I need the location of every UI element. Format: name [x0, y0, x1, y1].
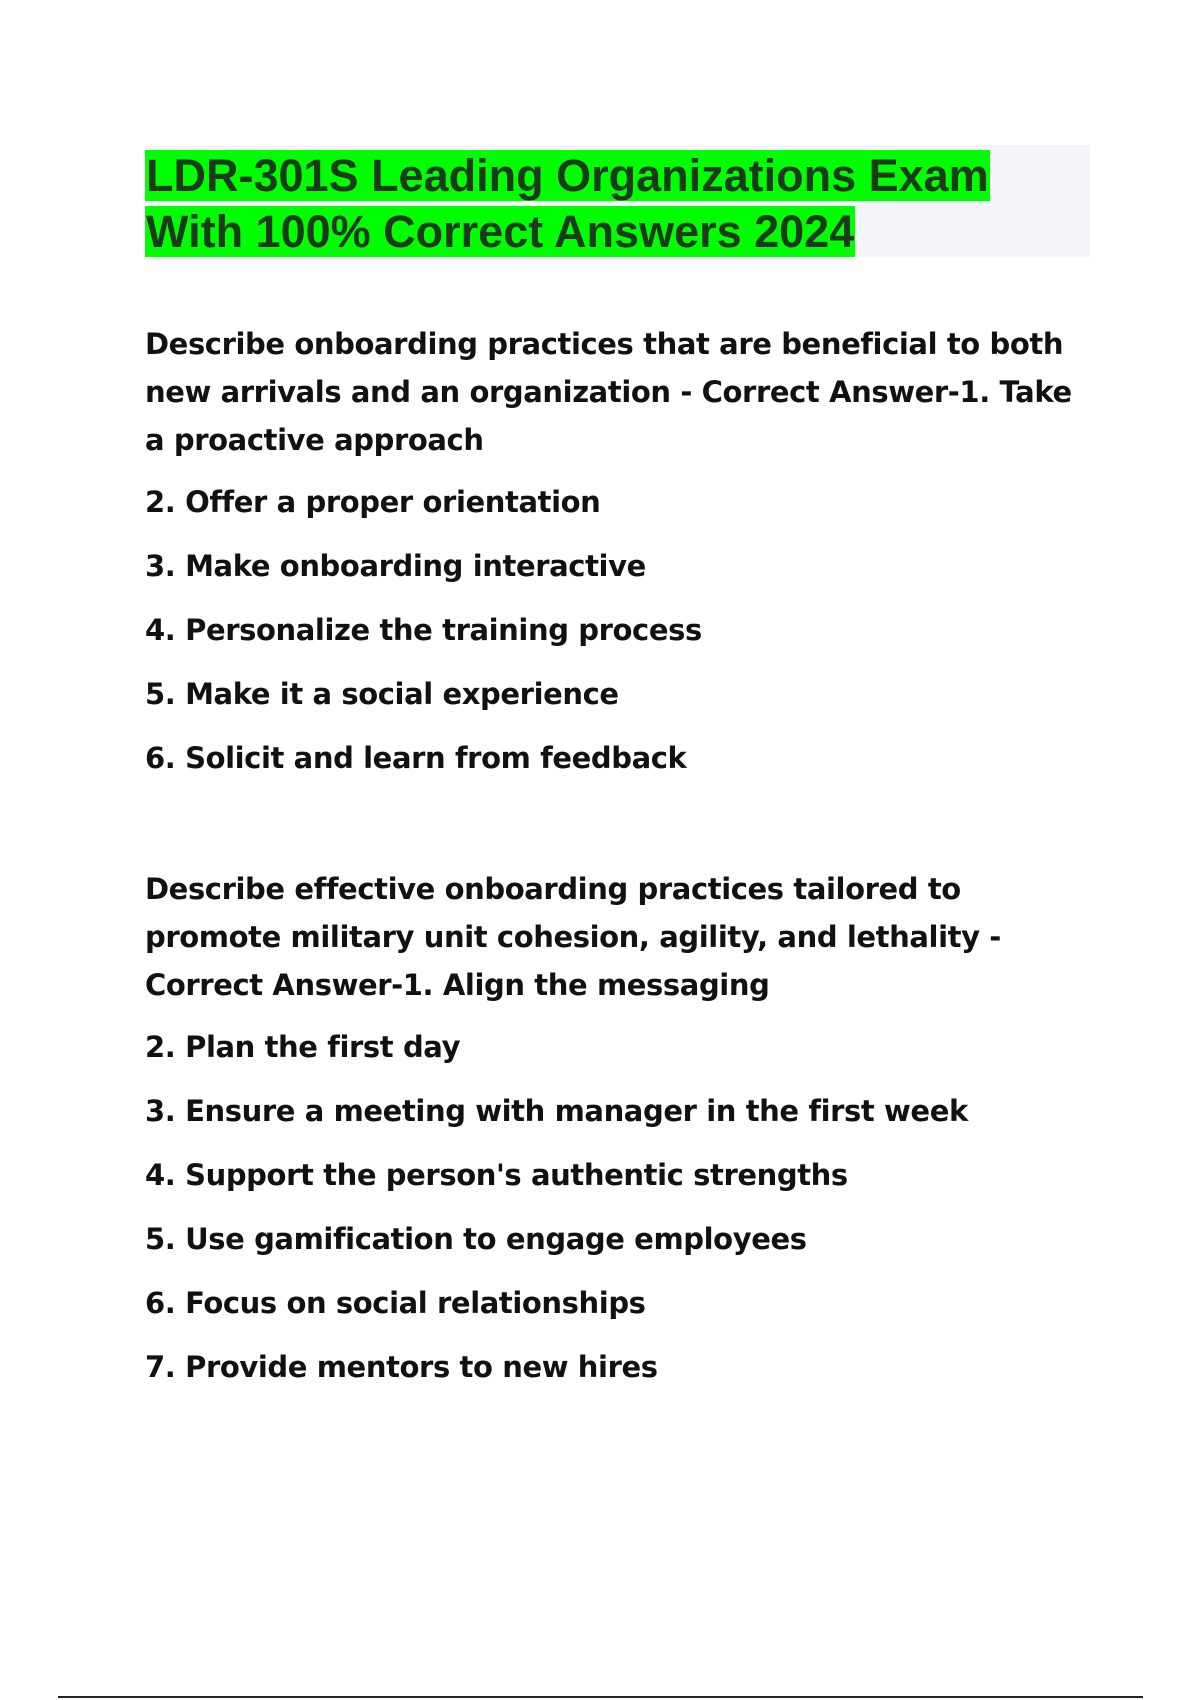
answer-item: 6. Focus on social relationships [145, 1286, 646, 1320]
qa-block-2 [145, 865, 1095, 1407]
answer-item: 4. Support the person's authentic strengths [145, 1158, 848, 1192]
answer-item: 5. Use gamification to engage employees [145, 1222, 807, 1256]
question-1: Describe onboarding practices that are beneficial to both new arrivals and an organization - Correct Answer-1. Take a proactive approach [145, 327, 1072, 457]
answer-item: 2. Offer a proper orientation [145, 485, 601, 519]
answer-item: 5. Make it a social experience [145, 677, 619, 711]
document-title [145, 148, 1090, 260]
answer-item: 6. Solicit and learn from feedback [145, 741, 687, 775]
question-2: Describe effective onboarding practices tailored to promote military unit cohesion, agility, and lethality - Correct Answer-1. Align the messaging [145, 872, 1001, 1002]
qa-block-1 [145, 320, 1095, 798]
answer-item: 4. Personalize the training process [145, 613, 702, 647]
page-bottom-rule [58, 1696, 1143, 1698]
title-line-2: With 100% Correct Answers 2024 [146, 206, 855, 257]
title-line-1: LDR-301S Leading Organizations Exam [146, 150, 989, 201]
answer-item: 3. Ensure a meeting with manager in the first week [145, 1094, 968, 1128]
answer-item: 2. Plan the first day [145, 1030, 461, 1064]
answer-item: 7. Provide mentors to new hires [145, 1350, 658, 1384]
answer-item: 3. Make onboarding interactive [145, 549, 646, 583]
